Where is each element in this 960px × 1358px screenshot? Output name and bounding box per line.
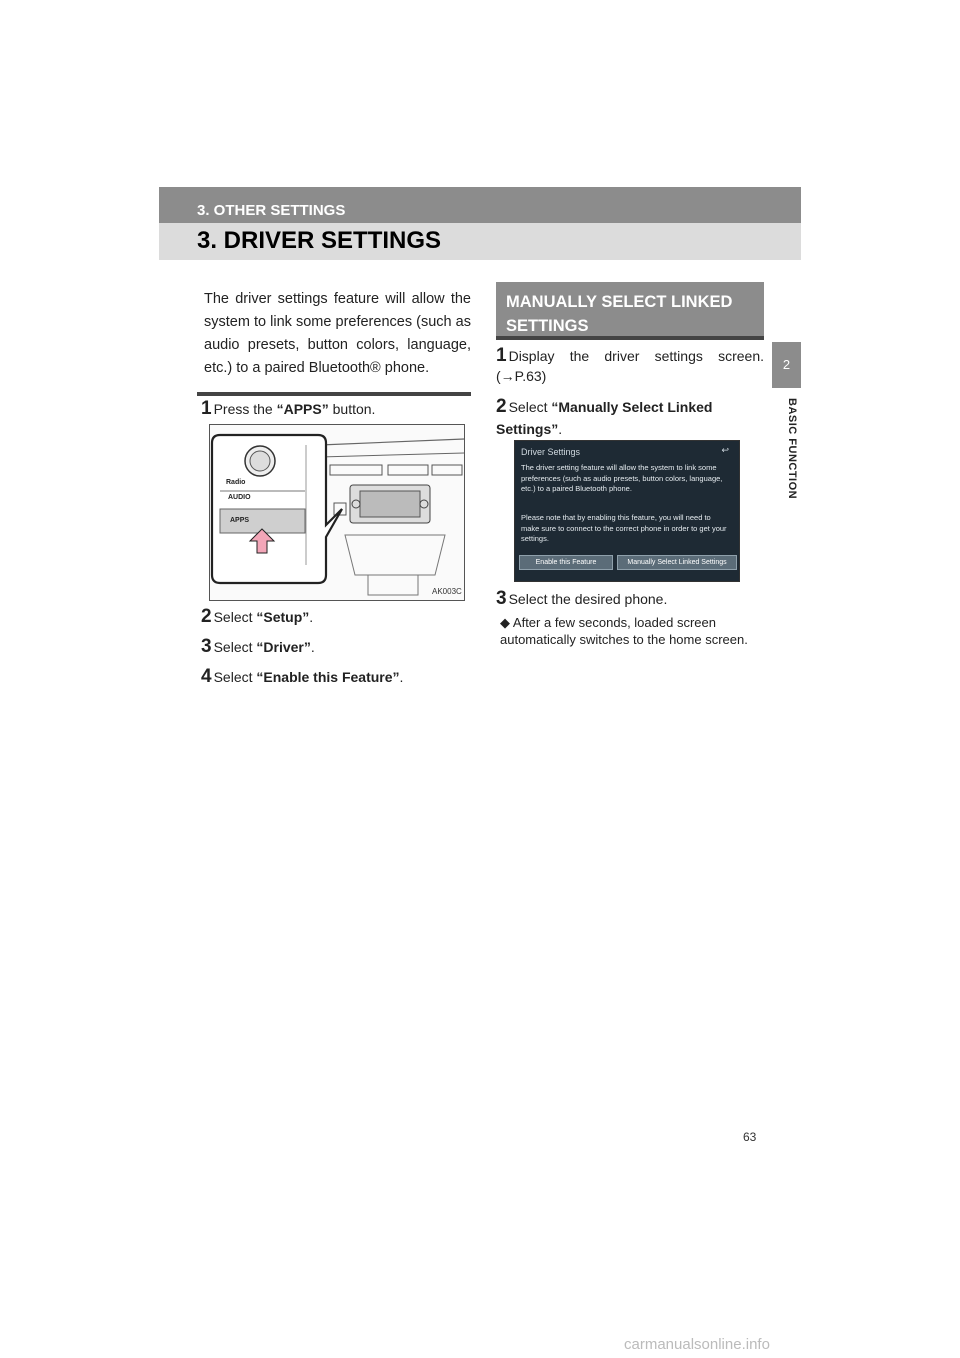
chapter-tab-label: BASIC FUNCTION bbox=[786, 398, 798, 500]
section-header-text: 3. OTHER SETTINGS bbox=[197, 202, 346, 219]
back-icon: ↩ bbox=[721, 445, 729, 455]
left-step-4: 4 Select “Enable this Feature”. bbox=[201, 666, 404, 687]
section-heading-box bbox=[496, 282, 764, 340]
screen-body-2: Please note that by enabling this feature, you will need to make sure to connect to the correct phone in order to get your settings. bbox=[521, 513, 727, 543]
page-number: 63 bbox=[743, 1130, 757, 1144]
page-title-bar bbox=[159, 223, 801, 260]
right-step-3: 3 Select the desired phone. bbox=[496, 588, 668, 609]
section-heading: MANUALLY SELECT LINKED SETTINGS bbox=[506, 293, 733, 335]
watermark: carmanualsonline.info bbox=[624, 1336, 770, 1353]
right-step-2: 2 Select “Manually Select Linked Settings”. bbox=[496, 396, 713, 437]
bullet-icon: ◆ bbox=[500, 615, 513, 630]
chapter-tab-number: 2 bbox=[772, 342, 801, 388]
intro-text: The driver settings feature will allow the system to link some preferences (such as audio presets, button colors, language, etc.) to a paired Bluetooth® phone. bbox=[204, 291, 471, 376]
page-title: 3. DRIVER SETTINGS bbox=[197, 227, 442, 254]
bullet-note: ◆ After a few seconds, loaded screen automatically switches to the home screen. bbox=[500, 615, 748, 647]
console-figure bbox=[209, 424, 465, 601]
audio-label: AUDIO bbox=[228, 494, 251, 501]
left-step-1: 1 Press the “APPS” button. bbox=[201, 398, 376, 419]
console-illustration bbox=[210, 425, 464, 600]
radio-label: Radio bbox=[226, 479, 246, 486]
enable-feature-button: Enable this Feature bbox=[519, 555, 613, 570]
apps-label: APPS bbox=[230, 517, 250, 524]
screen-body-1: The driver setting feature will allow the system to link some preferences (such as audio presets, button colors, language, etc.) to a paired Bluetooth phone. bbox=[521, 463, 723, 493]
left-step-2: 2 Select “Setup”. bbox=[201, 606, 314, 627]
driver-settings-screen bbox=[514, 440, 740, 582]
right-step-1: 1 Display the driver settings screen. (→P.63) bbox=[496, 345, 764, 384]
figure-code: AK003C bbox=[432, 587, 462, 596]
section-header-bar bbox=[159, 187, 801, 223]
left-step-3: 3 Select “Driver”. bbox=[201, 636, 315, 657]
manual-select-button: Manually Select Linked Settings bbox=[617, 555, 737, 570]
screen-title: Driver Settings bbox=[521, 447, 581, 457]
intro-box bbox=[197, 282, 471, 396]
